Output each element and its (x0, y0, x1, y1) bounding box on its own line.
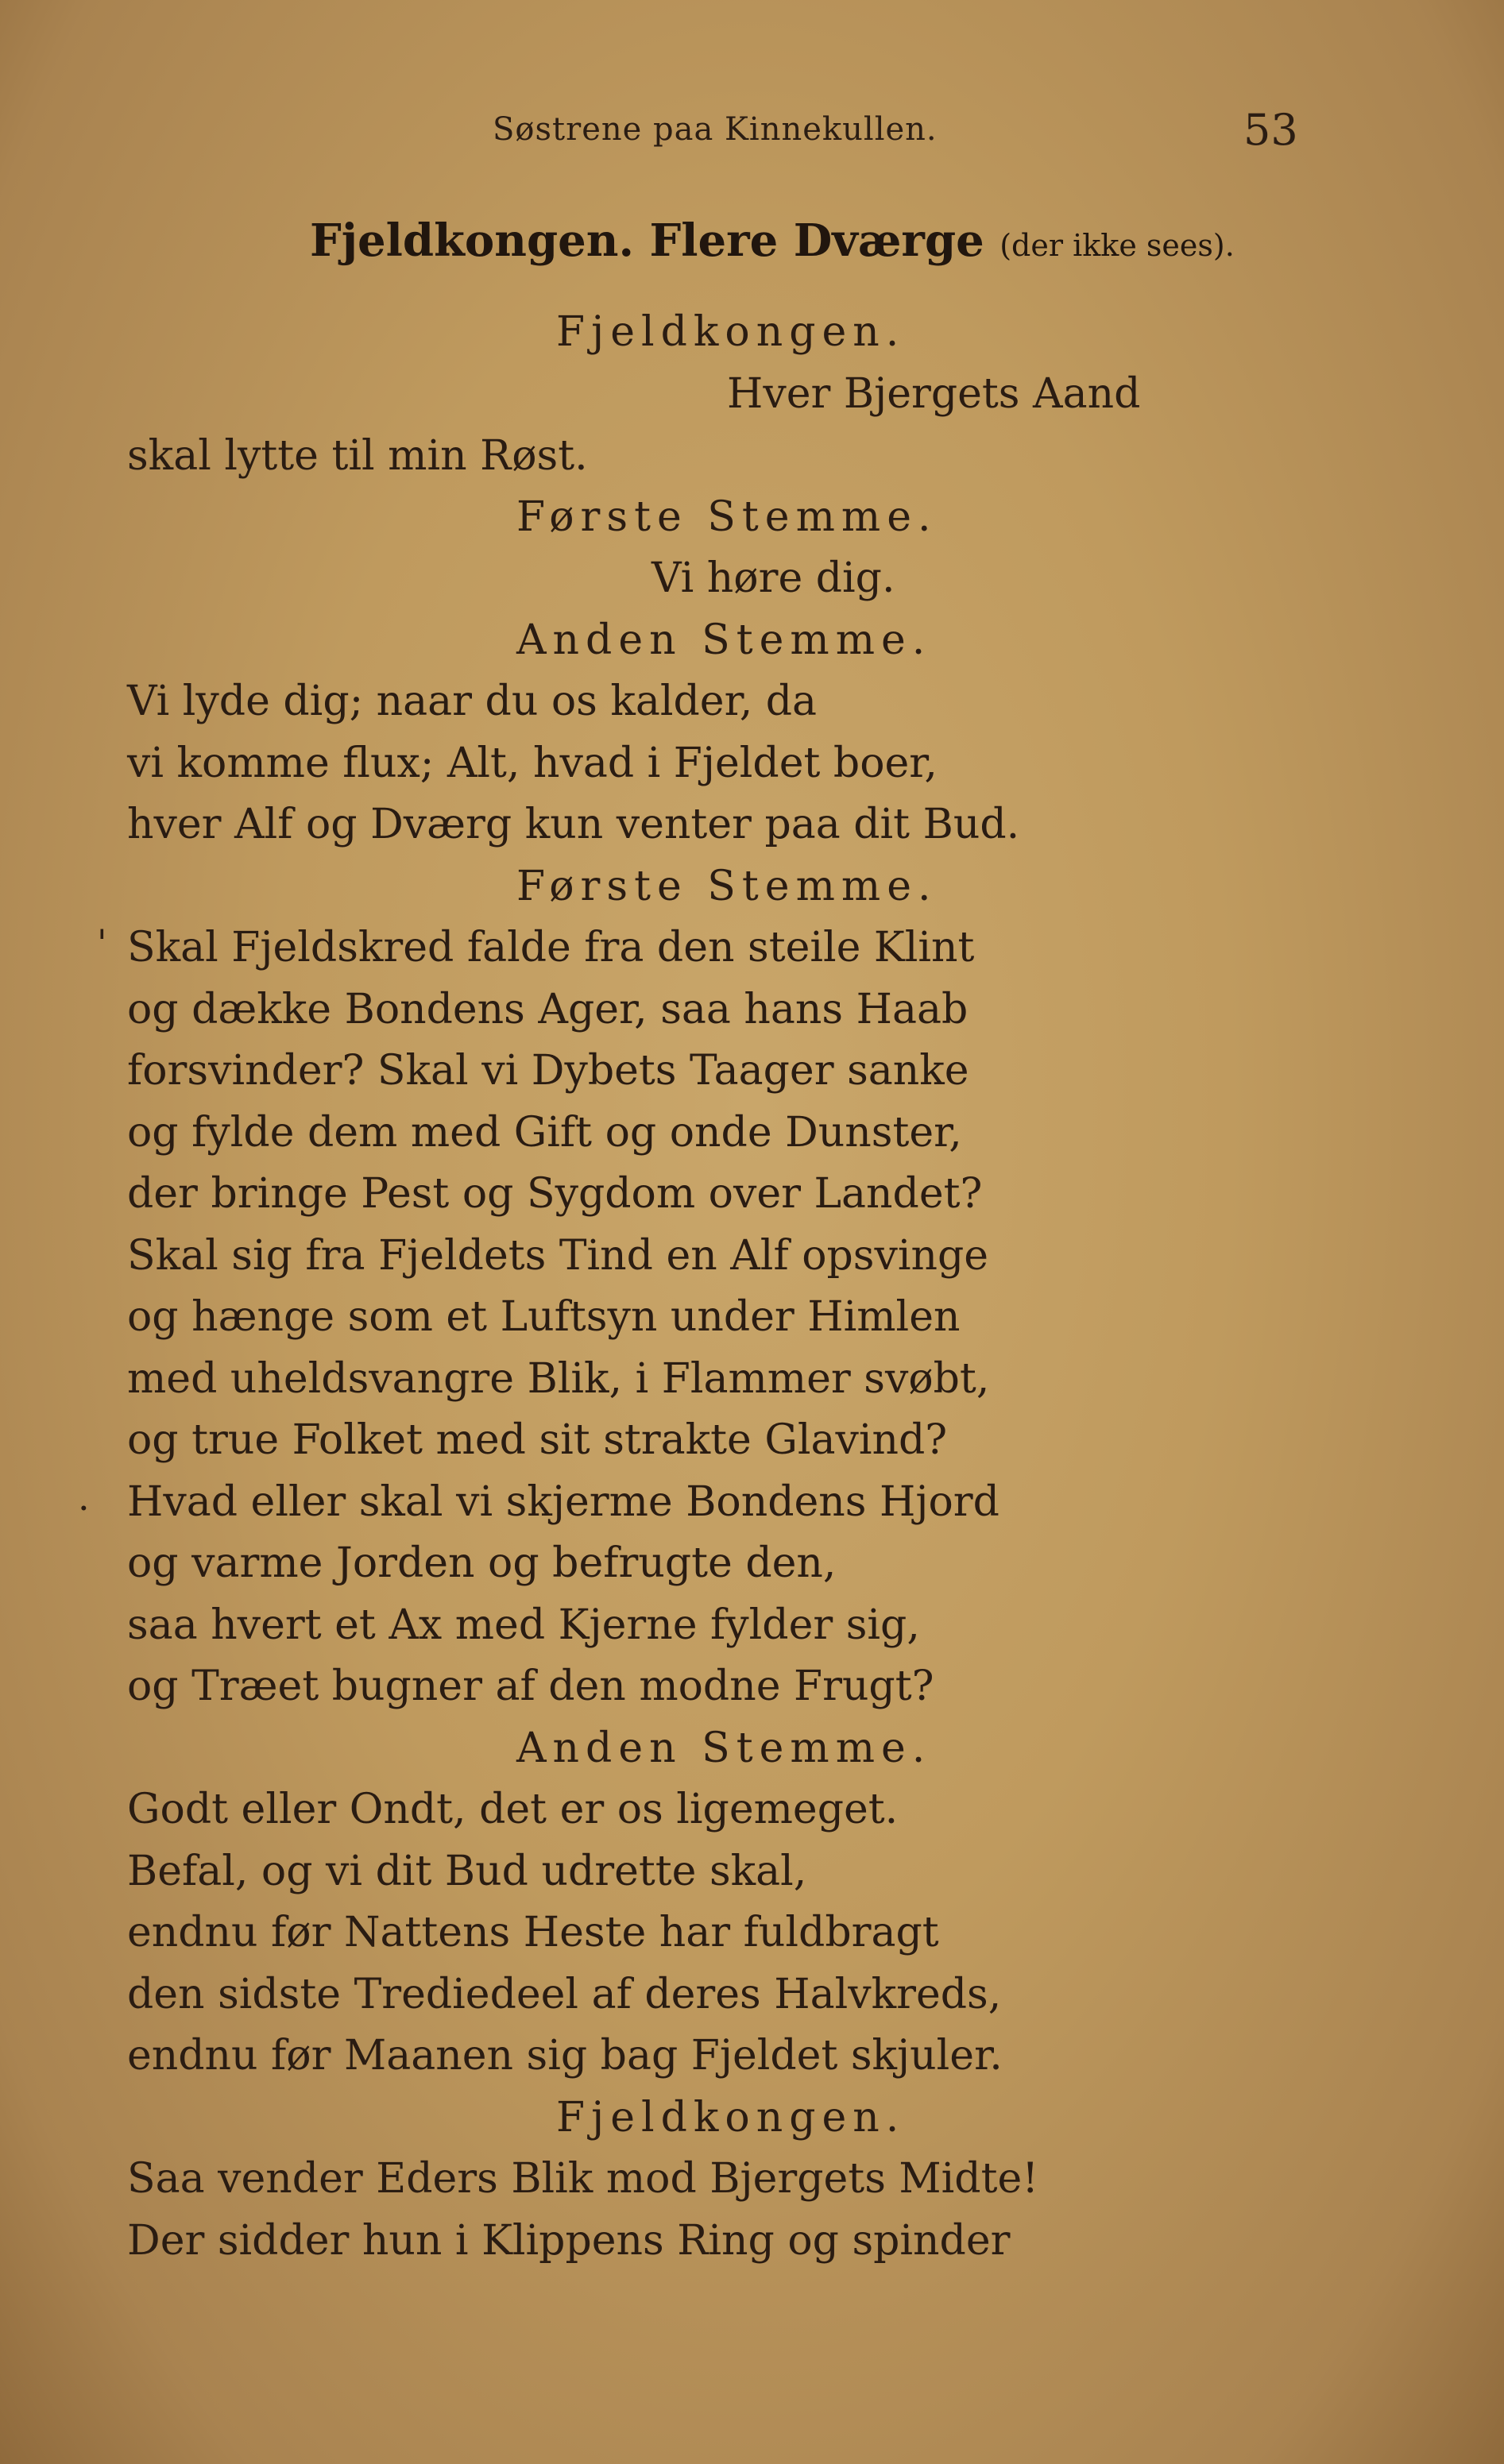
verse-line: Vi høre dig. (651, 554, 895, 602)
speaker-forste-stemme: Første Stemme. (516, 493, 938, 541)
verse-line: Saa vender Eders Blik mod Bjergets Midte! (127, 2155, 1039, 2203)
speaker-forste-stemme: Første Stemme. (516, 863, 938, 910)
verse-line: og true Folket med sit strakte Glavind? (127, 1416, 948, 1464)
verse-line: med uheldsvangre Blik, i Flammer svøbt, (127, 1355, 990, 1403)
verse-line: saa hvert et Ax med Kjerne fylder sig, (127, 1601, 920, 1649)
verse-line: den sidste Trediedeel af deres Halvkreds, (127, 1971, 1002, 2018)
scene-characters: Fjeldkongen. Flere Dværge (310, 214, 984, 267)
verse-line: endnu før Maanen sig bag Fjeldet skjuler. (127, 2032, 1003, 2080)
margin-mark: ' (97, 921, 107, 964)
verse-line: Der sidder hun i Klippens Ring og spinder (127, 2217, 1011, 2265)
verse-line: skal lytte til min Røst. (127, 432, 588, 480)
running-head: Søstrene paa Kinnekullen. (493, 111, 938, 148)
verse-line: Skal Fjeldskred falde fra den steile Klint (127, 924, 975, 971)
verse-line: Hvad eller skal vi skjerme Bondens Hjord (127, 1478, 999, 1526)
verse-line: og varme Jorden og befrugte den, (127, 1539, 837, 1587)
verse-line: Godt eller Ondt, det er os ligemeget. (127, 1786, 899, 1833)
verse-line: Skal sig fra Fjeldets Tind en Alf opsvinge (127, 1232, 989, 1280)
verse-line: endnu før Nattens Heste har fuldbragt (127, 1909, 939, 1956)
verse-line: vi komme flux; Alt, hvad i Fjeldet boer, (127, 740, 938, 787)
verse-line: og dække Bondens Ager, saa hans Haab (127, 986, 969, 1033)
verse-line: der bringe Pest og Sygdom over Landet? (127, 1170, 983, 1218)
verse-line: forsvinder? Skal vi Dybets Taager sanke (127, 1047, 969, 1095)
verse-line: og Træet bugner af den modne Frugt? (127, 1663, 934, 1710)
verse-line: Befal, og vi dit Bud udrette skal, (127, 1848, 807, 1895)
speaker-anden-stemme: Anden Stemme. (516, 1724, 932, 1772)
speaker-fjeldkongen: Fjeldkongen. (556, 2094, 906, 2142)
speaker-fjeldkongen: Fjeldkongen. (556, 308, 906, 356)
verse-line: hver Alf og Dværg kun venter paa dit Bud. (127, 801, 1020, 848)
page-number: 53 (1243, 105, 1298, 155)
verse-line: og hænge som et Luftsyn under Himlen (127, 1293, 961, 1341)
scene-header (310, 214, 1235, 267)
margin-mark: . (78, 1476, 90, 1519)
verse-line: Hver Bjergets Aand (727, 370, 1141, 418)
speaker-anden-stemme: Anden Stemme. (516, 616, 932, 664)
verse-line: Vi lyde dig; naar du os kalder, da (127, 678, 818, 725)
scene-note: (der ikke sees). (999, 228, 1235, 263)
verse-line: og fylde dem med Gift og onde Dunster, (127, 1109, 962, 1157)
